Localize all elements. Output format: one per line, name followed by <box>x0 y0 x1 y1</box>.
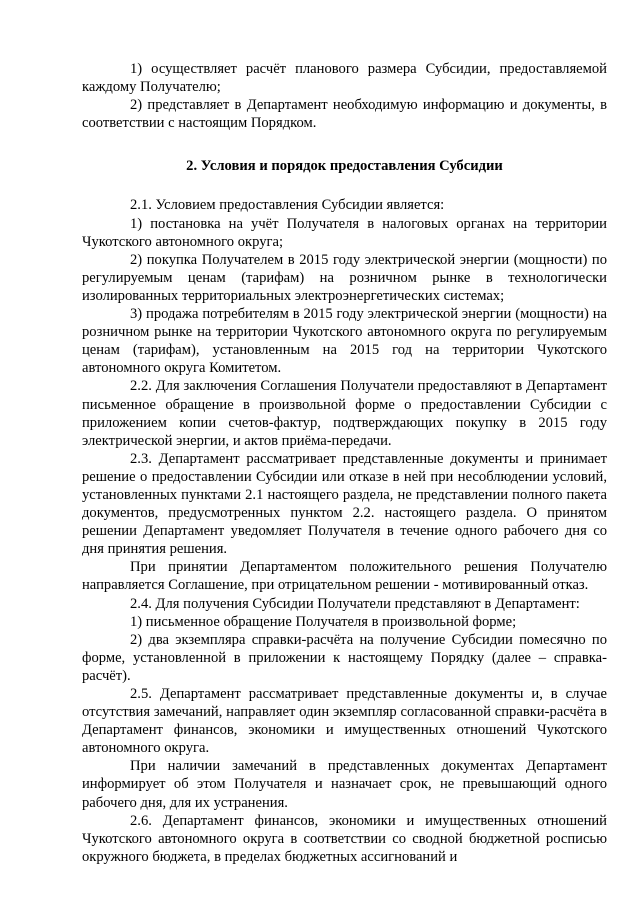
paragraph: При наличии замечаний в представленных документах Департамент информирует об этом Получателя и назначает срок, не превышающий одного рабочего дня, для их устранения. <box>82 758 607 811</box>
paragraph: 2) представляет в Департамент необходимую информацию и документы, в соответствии с настоящим Порядком. <box>82 97 607 132</box>
paragraph: 1) письменное обращение Получателя в произвольной форме; <box>130 613 517 630</box>
paragraph: 2.1. Условием предоставления Субсидии является: <box>130 197 445 214</box>
paragraph: 2.6. Департамент финансов, экономики и имущественных отношений Чукотского автономного округа в соответствии со сводной бюджетной росписью окружного бюджета, в пределах бюджетных ассигнований и <box>82 812 607 865</box>
paragraph: 1) осуществляет расчёт планового размера Субсидии, предоставляемой каждому Получателю; <box>82 61 607 96</box>
paragraph: 2.4. Для получения Субсидии Получатели представляют в Департамент: <box>130 595 580 612</box>
paragraph: 2) покупка Получателем в 2015 году электрической энергии (мощности) по регулируемым ценам (тарифам) на розничном рынке в технологически изолированных территориальных электроэнергетических системах; <box>82 251 607 304</box>
paragraph: 2) два экземпляра справки-расчёта на получение Субсидии помесячно по форме, установленной в приложении к настоящему Порядку (далее – справка-расчёт). <box>82 631 607 684</box>
paragraph: 2.3. Департамент рассматривает представленные документы и принимает решение о предоставлении Субсидии или отказе в ней при несоблюдении условий, установленных пунктами 2.1 настоящего раздела, не представлении полного пакета документов, предусмотренных пунктом 2.2. настоящего раздела. О принятом решении Департамент уведомляет Получателя в течение одного рабочего дня со дня принятия решения. <box>82 450 607 558</box>
paragraph: 2.5. Департамент рассматривает представленные документы и, в случае отсутствия замечаний, направляет один экземпляр согласованной справки-расчёта в Департамент финансов, экономики и имущественных отношений Чукотского автономного округа. <box>82 686 607 757</box>
paragraph: 3) продажа потребителям в 2015 году электрической энергии (мощности) на розничном рынке на территории Чукотского автономного округа по регулируемым ценам (тарифам), установленным на 2015 год на территории Чукотского автономного округа Комитетом. <box>82 306 607 377</box>
paragraph: 2.2. Для заключения Соглашения Получатели предоставляют в Департамент письменное обращение в произвольной форме о предоставлении Субсидии с приложением копии счетов-фактур, подтверждающих покупку в 2015 году электрической энергии, и актов приёма-передачи. <box>82 378 607 449</box>
section-heading: 2. Условия и порядок предоставления Субсидии <box>186 158 503 175</box>
paragraph: 1) постановка на учёт Получателя в налоговых органах на территории Чукотского автономного округа; <box>82 215 607 250</box>
paragraph: При принятии Департаментом положительного решения Получателю направляется Соглашение, при отрицательном решении - мотивированный отказ. <box>82 559 607 594</box>
